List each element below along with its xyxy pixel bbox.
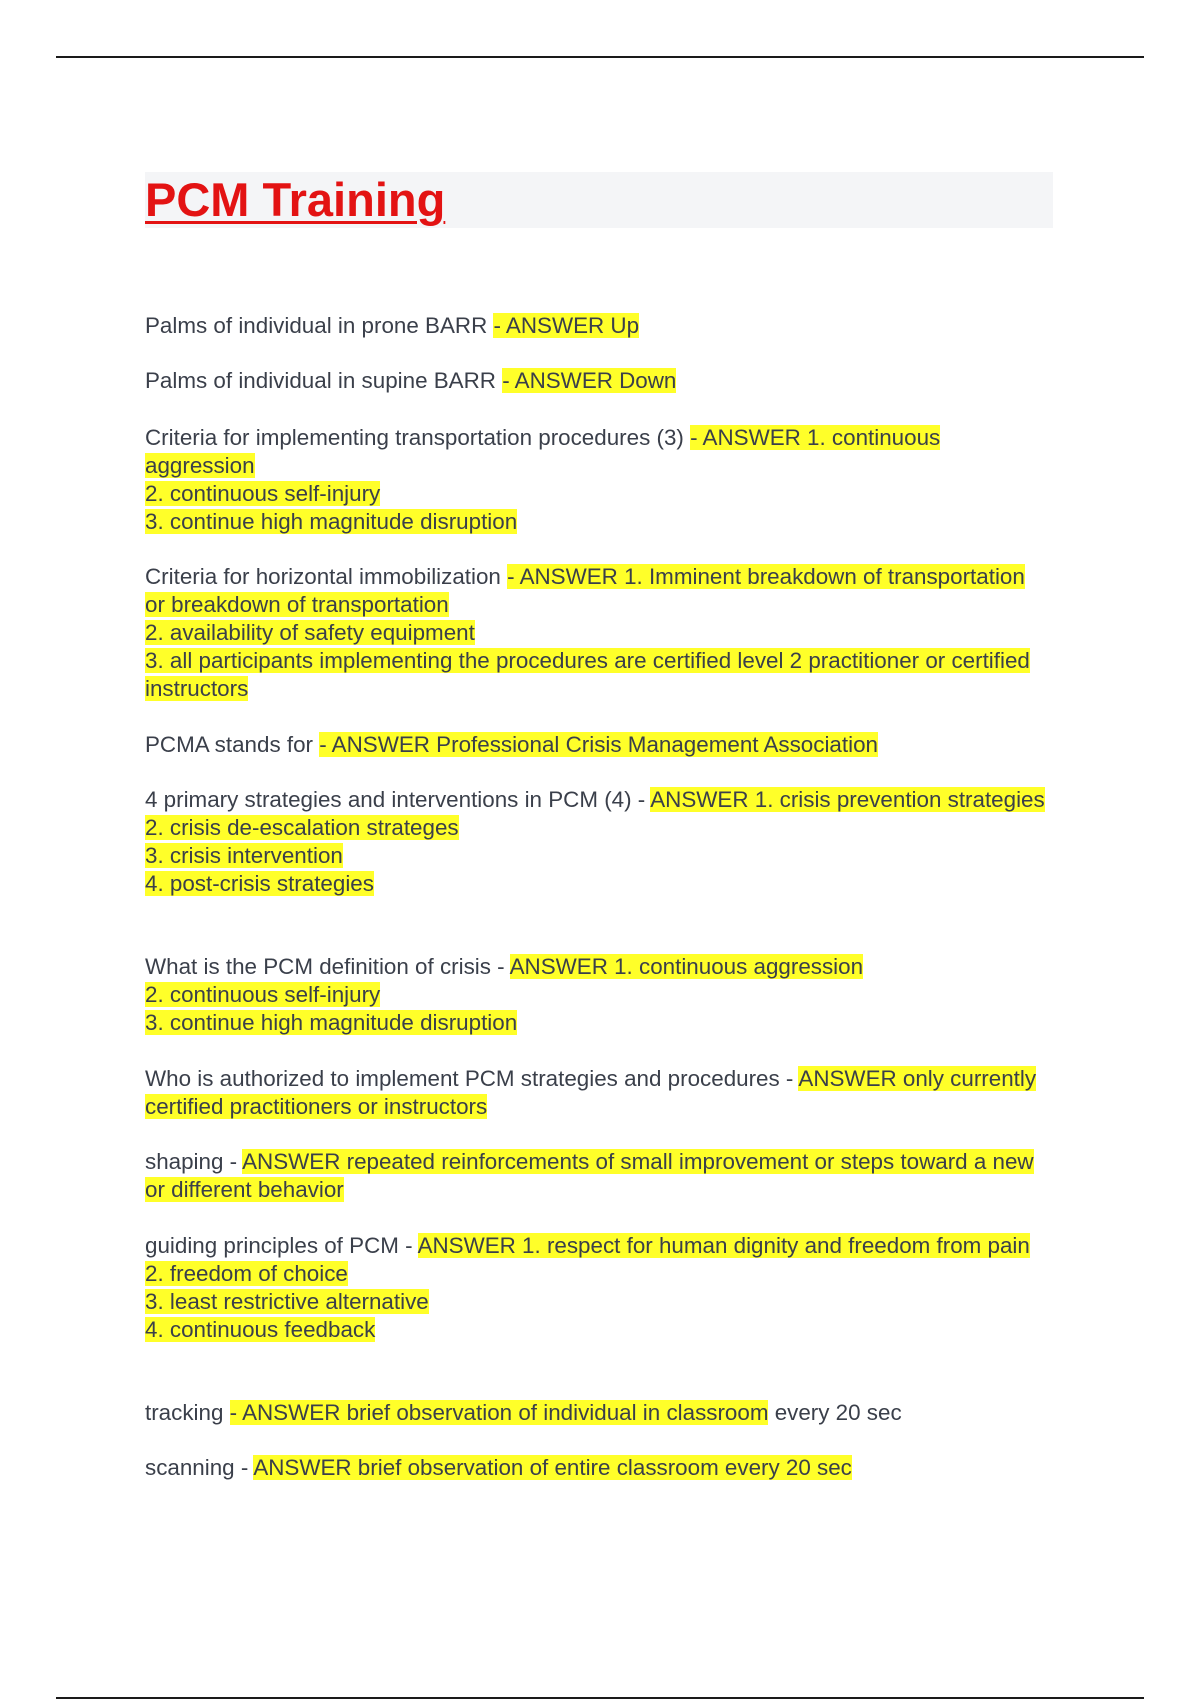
question-text: PCMA stands for — [145, 732, 313, 757]
question-text: guiding principles of PCM - — [145, 1233, 413, 1258]
answer-text: ANSWER 1. crisis prevention strategies — [650, 787, 1045, 812]
qa-item — [145, 786, 1045, 898]
question-text: 4 primary strategies and interventions in PCM (4) - — [145, 787, 646, 812]
question-text: What is the PCM definition of crisis - — [145, 954, 505, 979]
answer-text: ANSWER 1. continuous aggression — [509, 954, 864, 979]
qa-item — [145, 563, 1045, 703]
answer-line: 4. post-crisis strategies — [145, 871, 374, 896]
answer-text: - ANSWER 1. Imminent breakdown of transportation or breakdown of transportation — [145, 564, 1025, 617]
question-text: Palms of individual in supine BARR — [145, 368, 496, 393]
answer-line: 2. availability of safety equipment — [145, 620, 475, 645]
question-text: Criteria for implementing transportation procedures (3) — [145, 425, 684, 450]
answer-text: ANSWER 1. respect for human dignity and freedom from pain — [417, 1233, 1030, 1258]
answer-line: 3. all participants implementing the procedures are certified level 2 practitioner or certified instructors — [145, 648, 1030, 701]
answer-text: ANSWER repeated reinforcements of small improvement or steps toward a new or different behavior — [145, 1149, 1034, 1202]
question-text: Palms of individual in prone BARR — [145, 313, 488, 338]
answer-line: 2. crisis de-escalation strateges — [145, 815, 459, 840]
answer-line: 3. crisis intervention — [145, 843, 343, 868]
qa-item — [145, 312, 1045, 340]
answer-line: 3. continue high magnitude disruption — [145, 509, 518, 534]
bottom-rule — [56, 1697, 1144, 1699]
answer-line: 3. least restrictive alternative — [145, 1289, 429, 1314]
qa-item — [145, 367, 1045, 395]
qa-item — [145, 1454, 1045, 1482]
answer-line: 4. continuous feedback — [145, 1317, 376, 1342]
answer-line: 2. continuous self-injury — [145, 982, 381, 1007]
qa-item — [145, 1232, 1045, 1344]
answer-line: 3. continue high magnitude disruption — [145, 1010, 518, 1035]
question-text: tracking — [145, 1400, 224, 1425]
answer-text: - ANSWER brief observation of individual in classroom — [229, 1400, 769, 1425]
answer-line: 2. freedom of choice — [145, 1261, 348, 1286]
qa-item — [145, 731, 1045, 759]
qa-item — [145, 424, 1045, 536]
qa-item — [145, 1148, 1045, 1204]
answer-line: 2. continuous self-injury — [145, 481, 381, 506]
answer-text: - ANSWER Down — [502, 368, 677, 393]
question-text: scanning - — [145, 1455, 249, 1480]
answer-suffix: every 20 sec — [768, 1400, 902, 1425]
question-text: Who is authorized to implement PCM strategies and procedures - — [145, 1066, 794, 1091]
qa-item — [145, 1065, 1045, 1121]
answer-text: - ANSWER Professional Crisis Management Association — [319, 732, 878, 757]
top-rule — [56, 56, 1144, 58]
qa-item — [145, 1399, 1045, 1427]
answer-text: ANSWER brief observation of entire classroom every 20 sec — [253, 1455, 852, 1480]
page-title: PCM Training — [145, 173, 446, 226]
answer-text: ANSWER only currently certified practitioners or instructors — [145, 1066, 1037, 1119]
question-text: Criteria for horizontal immobilization — [145, 564, 501, 589]
answer-text: - ANSWER Up — [493, 313, 640, 338]
qa-item — [145, 953, 1045, 1037]
answer-text: - ANSWER 1. continuous aggression — [145, 425, 941, 478]
question-text: shaping - — [145, 1149, 238, 1174]
